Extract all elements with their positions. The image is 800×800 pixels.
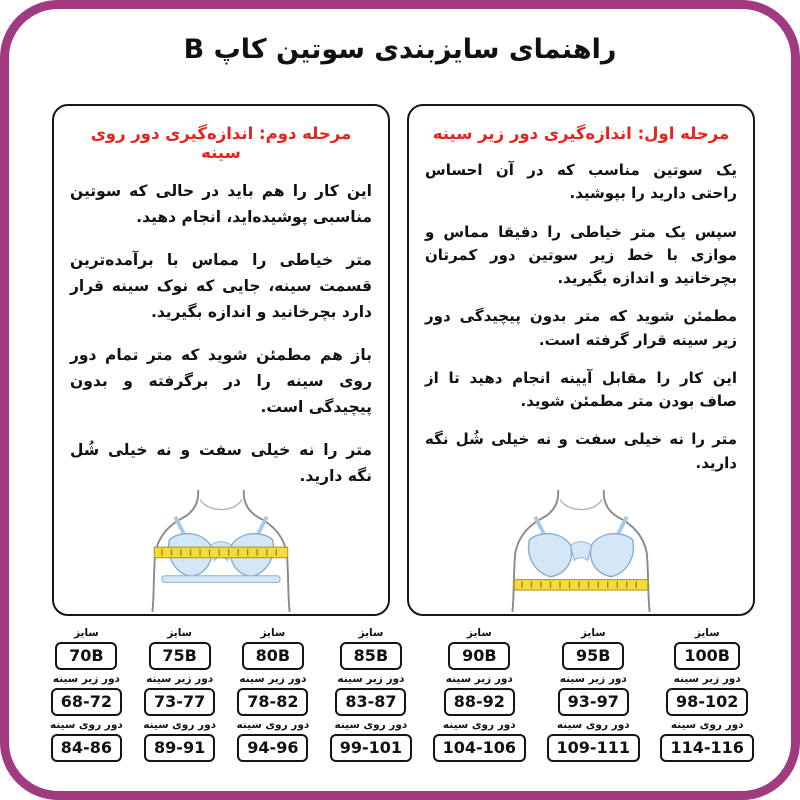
underbust-label: دور زیر سینه: [146, 673, 214, 686]
bra-straps: [175, 517, 267, 536]
size-table: [50, 627, 754, 765]
overbust-label: دور روی سینه: [442, 719, 516, 732]
step1-instructions: [425, 159, 737, 475]
underbust-value-box: 83-87: [335, 688, 406, 716]
size-column: [237, 627, 310, 765]
overbust-value-box: 104-106: [433, 734, 526, 762]
overbust-value-box: 84-86: [51, 734, 122, 762]
size-label: سایز: [73, 627, 99, 639]
overbust-value-box: 89-91: [144, 734, 215, 762]
size-column: [547, 627, 640, 765]
size-label: سایز: [358, 627, 384, 639]
size-label: سایز: [466, 627, 492, 639]
size-value-box: 95B: [562, 642, 624, 670]
underbust-label: دور زیر سینه: [673, 673, 741, 686]
measuring-tape: [514, 580, 647, 590]
underbust-value-box: 68-72: [51, 688, 122, 716]
underbust-label: دور زیر سینه: [445, 673, 513, 686]
overbust-label: دور روی سینه: [556, 719, 630, 732]
size-column: [330, 627, 412, 765]
bra-band: [162, 576, 280, 583]
instruction-paragraph: این کار را هم باید در حالی که سوتین مناسبی پوشیده‌اید، انجام دهید.: [70, 182, 372, 227]
size-value-box: 100B: [674, 642, 740, 670]
underbust-label: دور زیر سینه: [239, 673, 307, 686]
collarbone-line: [200, 500, 242, 510]
instruction-paragraph: متر را نه خیلی سفت و نه خیلی شُل نگه دارید.: [70, 441, 372, 486]
step2-instructions: [70, 178, 372, 489]
overbust-value-box: 99-101: [330, 734, 412, 762]
bra-center-gore: [571, 542, 592, 561]
size-column: [143, 627, 216, 765]
torso-underbust-measure-illustration: [476, 490, 686, 612]
size-value-box: 90B: [448, 642, 510, 670]
instruction-paragraph: یک سوتین مناسب که در آن احساس راحتی دارید را بپوشید.: [425, 161, 737, 203]
size-value-box: 80B: [242, 642, 304, 670]
measuring-tape: [154, 547, 287, 557]
overbust-label: دور روی سینه: [143, 719, 216, 732]
size-value-box: 70B: [55, 642, 117, 670]
underbust-value-box: 88-92: [444, 688, 515, 716]
instruction-paragraph: باز هم مطمئن شوید که متر تمام دور روی سینه را در برگرفته و بدون پیچیدگی است.: [70, 346, 372, 417]
size-column: [50, 627, 123, 765]
size-label: سایز: [694, 627, 720, 639]
size-column: [660, 627, 753, 765]
overbust-label: دور روی سینه: [50, 719, 123, 732]
page-title: راهنمای سایزبندی سوتین کاپ B: [183, 34, 617, 65]
underbust-value-box: 93-97: [558, 688, 629, 716]
instruction-paragraph: متر خیاطی را مماس با برآمده‌ترین قسمت سینه، جایی که نوک سینه قرار دارد بچرخانید و اندازه بگیرید.: [70, 251, 372, 322]
step1-title: مرحله اول: اندازه‌گیری دور زیر سینه: [432, 124, 730, 143]
overbust-label: دور روی سینه: [670, 719, 744, 732]
overbust-value-box: 114-116: [660, 734, 753, 762]
underbust-label: دور زیر سینه: [337, 673, 405, 686]
size-label: سایز: [167, 627, 192, 639]
overbust-label: دور روی سینه: [334, 719, 408, 732]
instruction-paragraph: سپس یک متر خیاطی را دقیقا مماس و موازی با خط زیر سوتین دور کمرتان بچرخانید و اندازه بگیرید.: [425, 222, 737, 287]
step2-box: [52, 104, 390, 616]
underbust-label: دور زیر سینه: [559, 673, 627, 686]
size-column: [433, 627, 526, 765]
instruction-paragraph: مطمئن شوید که متر بدون پیچیدگی دور زیر سینه قرار گرفته است.: [425, 307, 737, 349]
bra-straps: [535, 517, 627, 536]
collarbone-line: [560, 500, 602, 510]
overbust-value-box: 109-111: [547, 734, 640, 762]
step2-title: مرحله دوم: اندازه‌گیری دور روی سینه: [90, 124, 352, 162]
size-value-box: 75B: [149, 642, 211, 670]
torso-overbust-measure-illustration: [116, 490, 326, 612]
underbust-value-box: 98-102: [666, 688, 748, 716]
size-label: سایز: [260, 627, 286, 639]
step1-box: [407, 104, 755, 616]
instruction-paragraph: متر را نه خیلی سفت و نه خیلی شُل نگه دارید.: [425, 430, 737, 472]
size-label: سایز: [580, 627, 606, 639]
instruction-paragraph: این کار را مقابل آیینه انجام دهید تا از صاف بودن متر مطمئن شوید.: [425, 368, 737, 410]
overbust-label: دور روی سینه: [236, 719, 310, 732]
bra-cup-left: [529, 534, 572, 577]
size-value-box: 85B: [340, 642, 402, 670]
underbust-value-box: 73-77: [144, 688, 215, 716]
bra-cup-right: [591, 534, 634, 577]
overbust-value-box: 94-96: [237, 734, 308, 762]
underbust-value-box: 78-82: [237, 688, 308, 716]
underbust-label: دور زیر سینه: [52, 673, 120, 686]
